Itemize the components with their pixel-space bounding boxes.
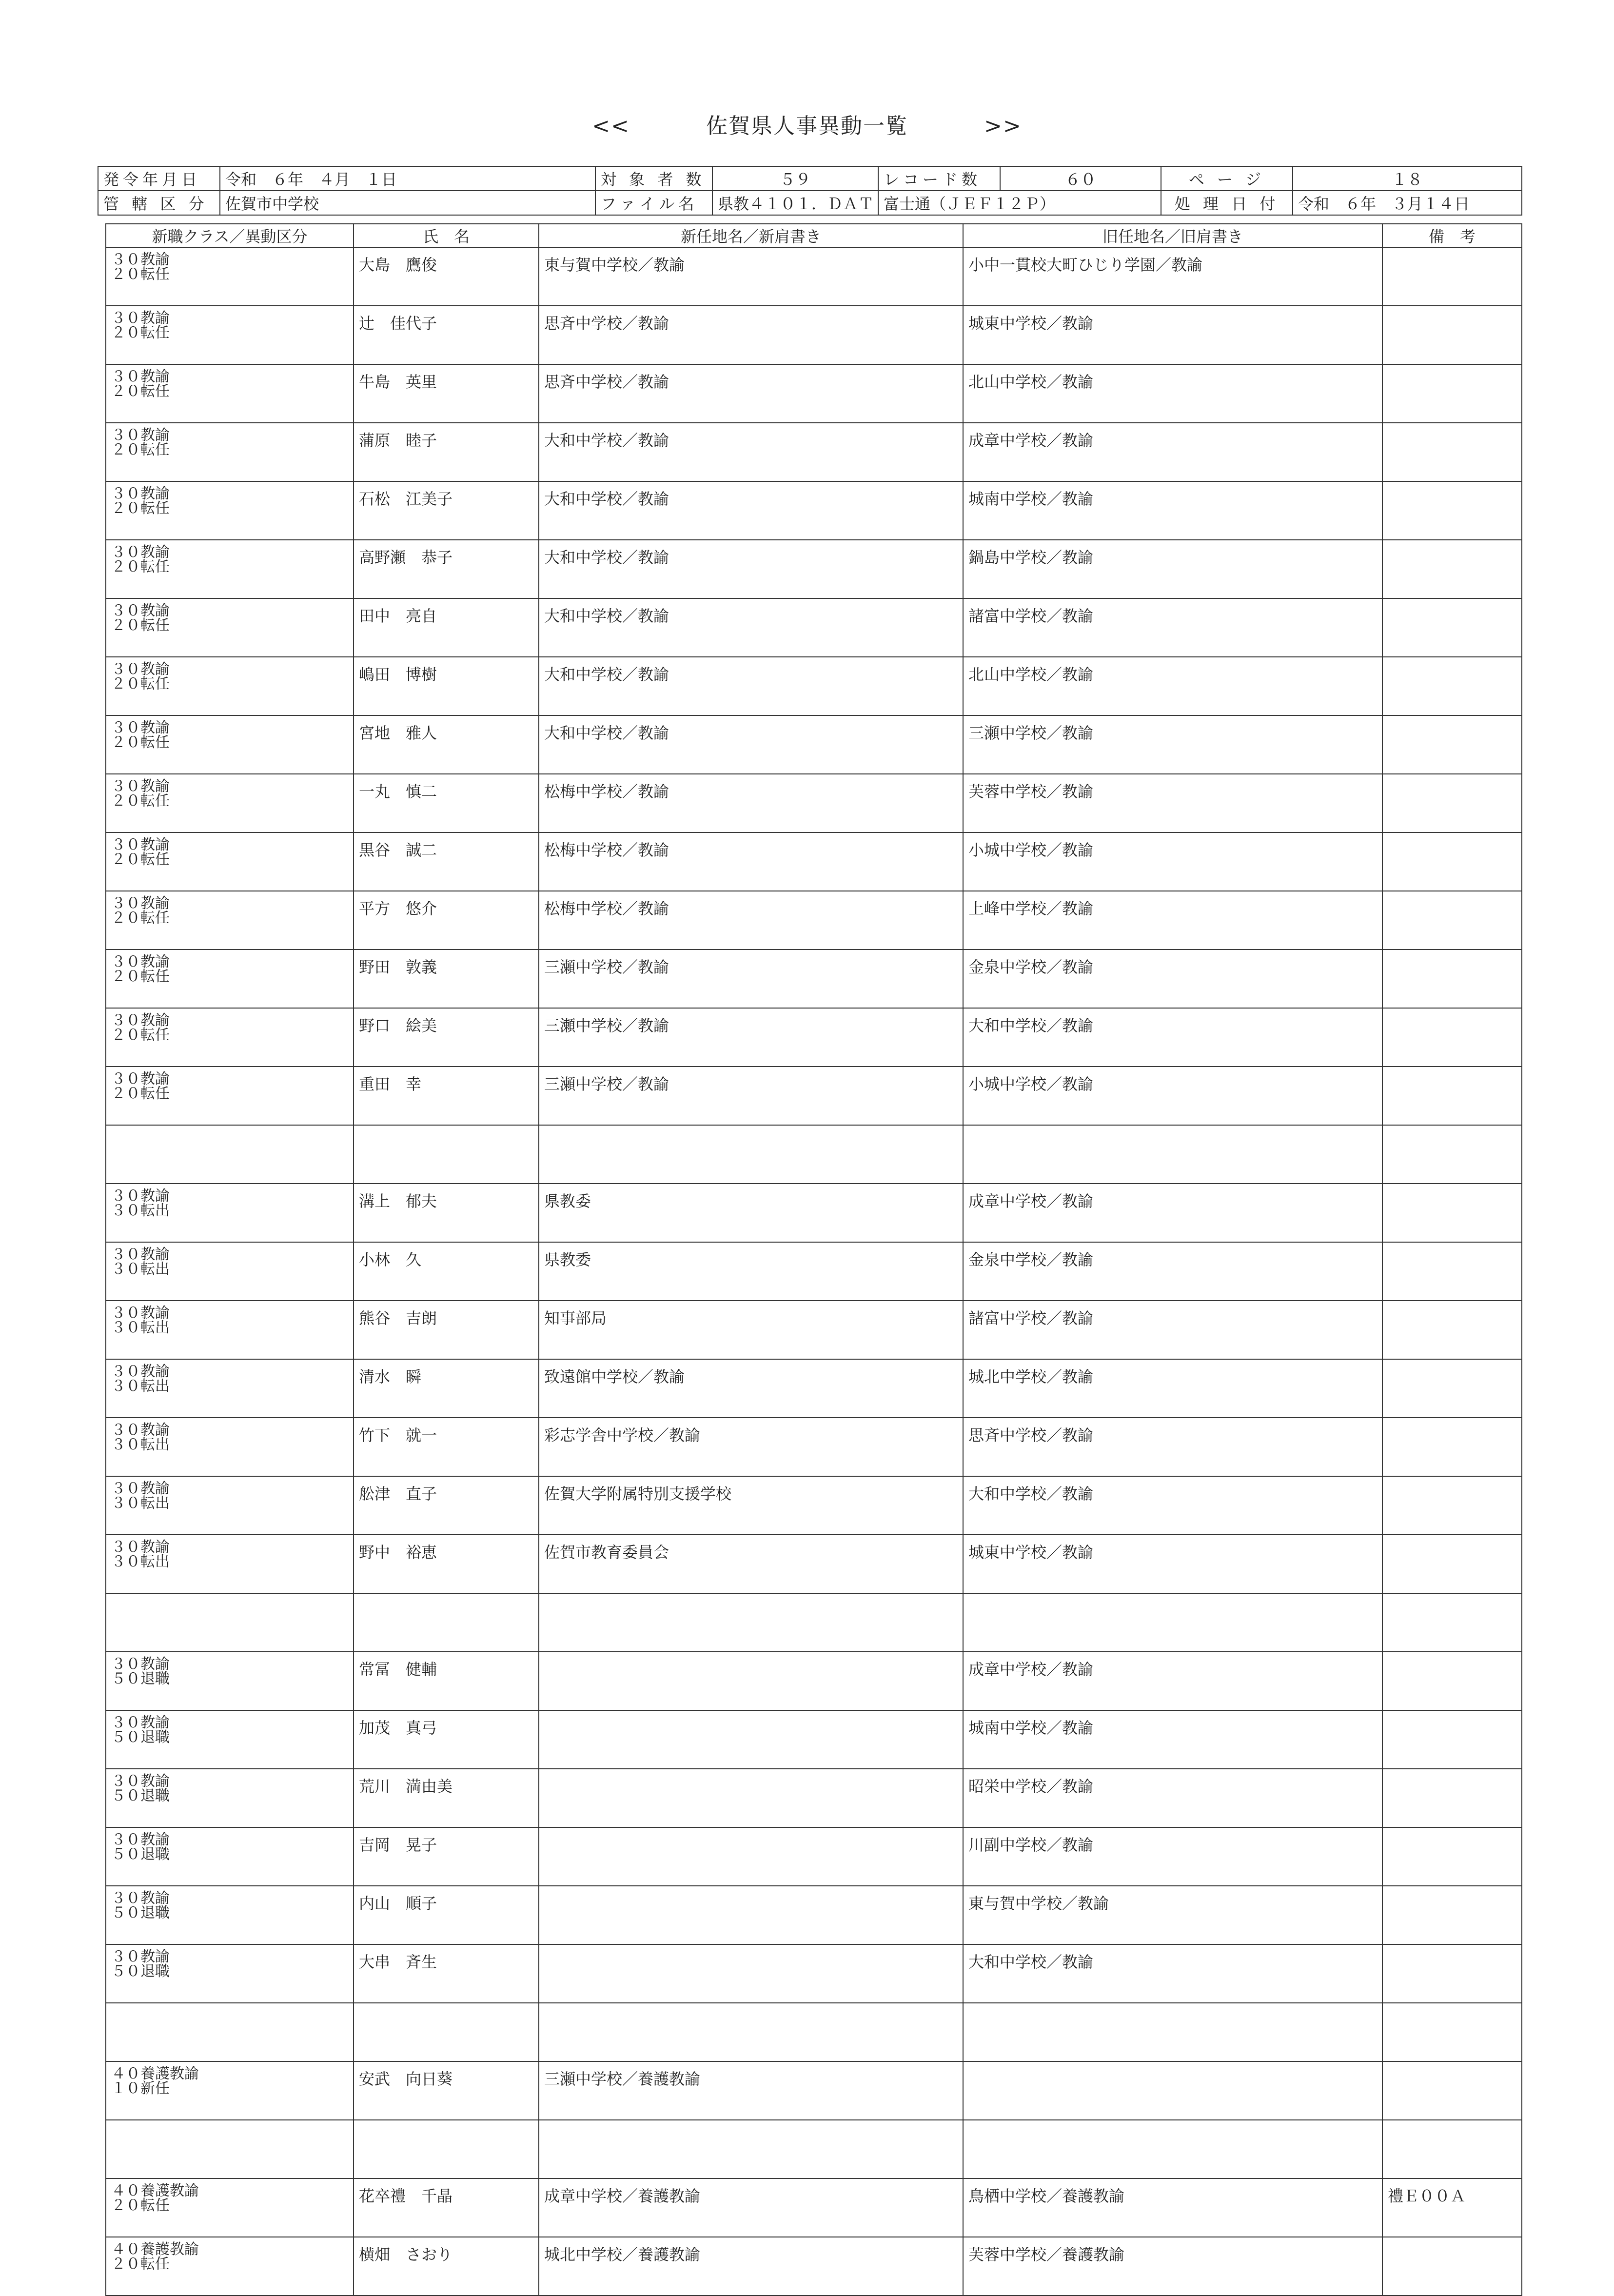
- cell-note: [1382, 540, 1522, 598]
- cell-old-post: 大和中学校／教諭: [963, 1944, 1382, 2003]
- cell-new-post: [539, 1769, 963, 1827]
- cell-note: [1382, 423, 1522, 481]
- cell-new-post: [539, 1710, 963, 1769]
- job-class: ３０教諭: [111, 1539, 170, 1556]
- cell-name: [354, 2003, 539, 2061]
- cell-name: 内山 順子: [354, 1886, 539, 1944]
- cell-name: 花卒禮 千晶: [354, 2178, 539, 2237]
- cell-new-post: [539, 1944, 963, 2003]
- cell-new-post: 佐賀市教育委員会: [539, 1535, 963, 1593]
- job-class: ３０教諭: [111, 485, 170, 502]
- transfer-type: ２０転任: [111, 1085, 170, 1102]
- cell-note: [1382, 1125, 1522, 1184]
- job-class: ３０教諭: [111, 1773, 170, 1790]
- cell-note: [1382, 1184, 1522, 1242]
- cell-class: [106, 1652, 354, 1710]
- record-count: ６０: [1000, 166, 1161, 191]
- job-class: ３０教諭: [111, 719, 170, 736]
- cell-new-post: 佐賀大学附属特別支援学校: [539, 1476, 963, 1535]
- table-row: [106, 2237, 1522, 2296]
- cell-old-post: 金泉中学校／教諭: [963, 950, 1382, 1008]
- cell-name: 加茂 真弓: [354, 1710, 539, 1769]
- cell-class: [106, 950, 354, 1008]
- cell-new-post: 成章中学校／養護教諭: [539, 2178, 963, 2237]
- cell-class: [106, 1476, 354, 1535]
- cell-old-post: 小城中学校／教諭: [963, 1067, 1382, 1125]
- cell-name: 荒川 満由美: [354, 1769, 539, 1827]
- personnel-table: [105, 223, 1522, 2296]
- cell-old-post: 鳥栖中学校／養護教諭: [963, 2178, 1382, 2237]
- cell-name: 野口 絵美: [354, 1008, 539, 1067]
- issue-date: 令和 ６年 ４月 １日: [220, 166, 595, 191]
- cell-note: [1382, 891, 1522, 950]
- transfer-type: ２０転任: [111, 500, 170, 517]
- cell-class: [106, 832, 354, 891]
- job-class: ３０教諭: [111, 1656, 170, 1673]
- cell-old-post: [963, 1593, 1382, 1652]
- job-class: ３０教諭: [111, 1422, 170, 1439]
- transfer-type: ３０転出: [111, 1553, 170, 1570]
- cell-new-post: 大和中学校／教諭: [539, 423, 963, 481]
- cell-old-post: 城南中学校／教諭: [963, 481, 1382, 540]
- cell-old-post: 上峰中学校／教諭: [963, 891, 1382, 950]
- cell-note: [1382, 1652, 1522, 1710]
- cell-old-post: 東与賀中学校／教諭: [963, 1886, 1382, 1944]
- transfer-type: ３０転出: [111, 1261, 170, 1278]
- transfer-type: ３０転出: [111, 1378, 170, 1395]
- transfer-type: ５０退職: [111, 1787, 170, 1804]
- transfer-type: ２０転任: [111, 675, 170, 693]
- cell-new-post: 思斉中学校／教諭: [539, 306, 963, 364]
- cell-old-post: 思斉中学校／教諭: [963, 1418, 1382, 1476]
- table-row: [106, 1476, 1522, 1535]
- cell-note: [1382, 1769, 1522, 1827]
- cell-old-post: 城東中学校／教諭: [963, 306, 1382, 364]
- transfer-type: ２０転任: [111, 617, 170, 634]
- table-row: [106, 481, 1522, 540]
- header-table: [98, 166, 1522, 216]
- transfer-type: ２０転任: [111, 266, 170, 283]
- col-header-class: 新職クラス／異動区分: [106, 224, 354, 247]
- cell-note: [1382, 1886, 1522, 1944]
- table-row: [106, 1710, 1522, 1769]
- cell-old-post: 大和中学校／教諭: [963, 1476, 1382, 1535]
- cell-note: [1382, 1301, 1522, 1359]
- job-class: ３０教諭: [111, 778, 170, 795]
- cell-class: [106, 1125, 354, 1184]
- cell-name: 辻 佳代子: [354, 306, 539, 364]
- cell-new-post: 知事部局: [539, 1301, 963, 1359]
- cell-new-post: [539, 2120, 963, 2178]
- cell-name: 嶋田 博樹: [354, 657, 539, 715]
- cell-note: [1382, 832, 1522, 891]
- cell-old-post: 小中一貫校大町ひじり学園／教諭: [963, 247, 1382, 306]
- job-class: ４０養護教諭: [111, 2065, 199, 2082]
- cell-new-post: 三瀬中学校／教諭: [539, 1067, 963, 1125]
- table-row: [106, 1359, 1522, 1418]
- table-row: [106, 1944, 1522, 2003]
- cell-old-post: 芙蓉中学校／養護教諭: [963, 2237, 1382, 2296]
- cell-note: [1382, 364, 1522, 423]
- cell-note: [1382, 247, 1522, 306]
- transfer-type: ５０退職: [111, 1670, 170, 1687]
- cell-note: [1382, 657, 1522, 715]
- cell-note: [1382, 774, 1522, 832]
- transfer-type: ３０転出: [111, 1436, 170, 1453]
- cell-class: [106, 715, 354, 774]
- cell-name: 野田 敦義: [354, 950, 539, 1008]
- table-row: [106, 2061, 1522, 2120]
- process-date-label: 処 理 日 付: [1161, 191, 1293, 215]
- cell-old-post: [963, 2120, 1382, 2178]
- cell-name: 石松 江美子: [354, 481, 539, 540]
- job-class: ３０教諭: [111, 1305, 170, 1322]
- cell-note: 禮Ｅ００Ａ: [1382, 2178, 1522, 2237]
- cell-name: [354, 1125, 539, 1184]
- page-number: １８: [1293, 166, 1522, 191]
- cell-new-post: 松梅中学校／教諭: [539, 832, 963, 891]
- cell-new-post: 思斉中学校／教諭: [539, 364, 963, 423]
- cell-new-post: 県教委: [539, 1242, 963, 1301]
- cell-name: 竹下 就一: [354, 1418, 539, 1476]
- file-label: ファイル名: [595, 191, 712, 215]
- cell-class: [106, 1242, 354, 1301]
- page-title: [0, 108, 1614, 139]
- cell-class: [106, 1944, 354, 2003]
- cell-class: [106, 1184, 354, 1242]
- table-row: [106, 1593, 1522, 1652]
- cell-note: [1382, 1242, 1522, 1301]
- system-name: 富士通（ＪＥＦ１２Ｐ）: [878, 191, 1161, 215]
- cell-note: [1382, 2120, 1522, 2178]
- cell-new-post: 三瀬中学校／養護教諭: [539, 2061, 963, 2120]
- cell-class: [106, 2237, 354, 2296]
- cell-old-post: [963, 2003, 1382, 2061]
- table-row: [106, 364, 1522, 423]
- cell-new-post: 三瀬中学校／教諭: [539, 950, 963, 1008]
- cell-new-post: 松梅中学校／教諭: [539, 891, 963, 950]
- cell-old-post: 北山中学校／教諭: [963, 364, 1382, 423]
- cell-new-post: 大和中学校／教諭: [539, 481, 963, 540]
- col-header-old: 旧任地名／旧肩書き: [963, 224, 1382, 247]
- job-class: ３０教諭: [111, 895, 170, 912]
- cell-new-post: 大和中学校／教諭: [539, 598, 963, 657]
- target-count: ５９: [712, 166, 878, 191]
- table-row: [106, 1125, 1522, 1184]
- transfer-type: ２０転任: [111, 910, 170, 927]
- cell-class: [106, 540, 354, 598]
- cell-note: [1382, 1827, 1522, 1886]
- job-class: ３０教諭: [111, 661, 170, 678]
- table-row: [106, 1301, 1522, 1359]
- cell-class: [106, 481, 354, 540]
- cell-note: [1382, 1418, 1522, 1476]
- transfer-type: ２０転任: [111, 792, 170, 810]
- cell-new-post: [539, 1886, 963, 1944]
- cell-new-post: 東与賀中学校／教諭: [539, 247, 963, 306]
- cell-class: [106, 1535, 354, 1593]
- cell-name: 牛島 英里: [354, 364, 539, 423]
- job-class: ３０教諭: [111, 1070, 170, 1088]
- cell-note: [1382, 1710, 1522, 1769]
- transfer-type: ５０退職: [111, 1846, 170, 1863]
- table-row: [106, 1184, 1522, 1242]
- transfer-type: ２０転任: [111, 851, 170, 868]
- job-class: ３０教諭: [111, 836, 170, 853]
- table-row: [106, 832, 1522, 891]
- cell-note: [1382, 715, 1522, 774]
- jurisdiction-label: 管 轄 区 分: [98, 191, 220, 215]
- transfer-type: ３０転出: [111, 1202, 170, 1219]
- job-class: ３０教諭: [111, 310, 170, 327]
- cell-class: [106, 1067, 354, 1125]
- transfer-type: ５０退職: [111, 1904, 170, 1921]
- cell-note: [1382, 1593, 1522, 1652]
- cell-class: [106, 1418, 354, 1476]
- table-row: [106, 540, 1522, 598]
- cell-new-post: 大和中学校／教諭: [539, 715, 963, 774]
- transfer-type: ２０転任: [111, 2197, 170, 2214]
- job-class: ３０教諭: [111, 602, 170, 619]
- cell-note: [1382, 1359, 1522, 1418]
- cell-new-post: [539, 1652, 963, 1710]
- cell-note: [1382, 1535, 1522, 1593]
- table-row: [106, 1418, 1522, 1476]
- cell-class: [106, 1359, 354, 1418]
- cell-name: 溝上 郁夫: [354, 1184, 539, 1242]
- cell-new-post: 大和中学校／教諭: [539, 540, 963, 598]
- transfer-type: ３０転出: [111, 1495, 170, 1512]
- cell-name: 黒谷 誠二: [354, 832, 539, 891]
- cell-new-post: [539, 1593, 963, 1652]
- table-row: [106, 2120, 1522, 2178]
- cell-note: [1382, 1008, 1522, 1067]
- title-right-mark: >>: [984, 114, 1022, 139]
- cell-old-post: 成章中学校／教諭: [963, 1184, 1382, 1242]
- cell-old-post: 金泉中学校／教諭: [963, 1242, 1382, 1301]
- cell-old-post: 成章中学校／教諭: [963, 1652, 1382, 1710]
- table-row: [106, 598, 1522, 657]
- issue-date-label: 発令年月日: [98, 166, 220, 191]
- title-text: 佐賀県人事異動一覧: [706, 114, 908, 139]
- cell-name: 大串 斉生: [354, 1944, 539, 2003]
- table-row: [106, 1242, 1522, 1301]
- cell-name: 重田 幸: [354, 1067, 539, 1125]
- cell-name: 蒲原 睦子: [354, 423, 539, 481]
- cell-class: [106, 2061, 354, 2120]
- cell-class: [106, 247, 354, 306]
- cell-name: 安武 向日葵: [354, 2061, 539, 2120]
- transfer-type: ２０転任: [111, 324, 170, 341]
- file-name: 県教４１０１．ＤＡＴ: [712, 191, 878, 215]
- cell-note: [1382, 481, 1522, 540]
- cell-name: 大島 鷹俊: [354, 247, 539, 306]
- job-class: ３０教諭: [111, 251, 170, 268]
- cell-note: [1382, 1944, 1522, 2003]
- job-class: ３０教諭: [111, 1012, 170, 1029]
- cell-class: [106, 1769, 354, 1827]
- transfer-type: ２０転任: [111, 734, 170, 751]
- cell-note: [1382, 306, 1522, 364]
- cell-class: [106, 1008, 354, 1067]
- cell-old-post: 大和中学校／教諭: [963, 1008, 1382, 1067]
- cell-note: [1382, 2061, 1522, 2120]
- table-row: [106, 1008, 1522, 1067]
- job-class: ４０養護教諭: [111, 2182, 199, 2199]
- transfer-type: １０新任: [111, 2080, 170, 2097]
- table-row: [106, 247, 1522, 306]
- table-row: [106, 774, 1522, 832]
- cell-old-post: 城東中学校／教諭: [963, 1535, 1382, 1593]
- cell-class: [106, 1710, 354, 1769]
- cell-old-post: [963, 1125, 1382, 1184]
- job-class: ４０養護教諭: [111, 2241, 199, 2258]
- job-class: ３０教諭: [111, 1890, 170, 1907]
- cell-old-post: 芙蓉中学校／教諭: [963, 774, 1382, 832]
- cell-old-post: 小城中学校／教諭: [963, 832, 1382, 891]
- table-row: [106, 423, 1522, 481]
- job-class: ３０教諭: [111, 1831, 170, 1848]
- cell-class: [106, 1827, 354, 1886]
- cell-class: [106, 1886, 354, 1944]
- table-row: [106, 1535, 1522, 1593]
- table-header-row: [106, 224, 1522, 247]
- job-class: ３０教諭: [111, 953, 170, 970]
- job-class: ３０教諭: [111, 1714, 170, 1731]
- transfer-type: ２０転任: [111, 2256, 170, 2273]
- cell-note: [1382, 2237, 1522, 2296]
- cell-class: [106, 657, 354, 715]
- job-class: ３０教諭: [111, 368, 170, 385]
- cell-name: 平方 悠介: [354, 891, 539, 950]
- cell-name: 宮地 雅人: [354, 715, 539, 774]
- table-row: [106, 2178, 1522, 2237]
- table-row: [106, 2003, 1522, 2061]
- job-class: ３０教諭: [111, 427, 170, 444]
- table-row: [106, 306, 1522, 364]
- transfer-type: ２０転任: [111, 1027, 170, 1044]
- transfer-type: ３０転出: [111, 1319, 170, 1336]
- cell-class: [106, 1593, 354, 1652]
- cell-class: [106, 2178, 354, 2237]
- col-header-name: 氏 名: [354, 224, 539, 247]
- transfer-type: ２０転任: [111, 383, 170, 400]
- cell-note: [1382, 2003, 1522, 2061]
- cell-old-post: 城北中学校／教諭: [963, 1359, 1382, 1418]
- cell-name: 田中 亮自: [354, 598, 539, 657]
- cell-class: [106, 1301, 354, 1359]
- cell-old-post: 川副中学校／教諭: [963, 1827, 1382, 1886]
- cell-class: [106, 364, 354, 423]
- cell-class: [106, 891, 354, 950]
- job-class: ３０教諭: [111, 1948, 170, 1965]
- cell-old-post: 諸富中学校／教諭: [963, 1301, 1382, 1359]
- job-class: ３０教諭: [111, 1246, 170, 1263]
- cell-new-post: 城北中学校／養護教諭: [539, 2237, 963, 2296]
- cell-name: 横畑 さおり: [354, 2237, 539, 2296]
- cell-name: 舩津 直子: [354, 1476, 539, 1535]
- table-row: [106, 715, 1522, 774]
- cell-name: 一丸 慎二: [354, 774, 539, 832]
- cell-note: [1382, 950, 1522, 1008]
- cell-class: [106, 423, 354, 481]
- job-class: ３０教諭: [111, 1363, 170, 1380]
- cell-class: [106, 2120, 354, 2178]
- record-count-label: レコード数: [878, 166, 1000, 191]
- cell-class: [106, 774, 354, 832]
- table-row: [106, 891, 1522, 950]
- table-row: [106, 1769, 1522, 1827]
- cell-name: [354, 2120, 539, 2178]
- cell-new-post: 松梅中学校／教諭: [539, 774, 963, 832]
- job-class: ３０教諭: [111, 1188, 170, 1205]
- cell-name: 高野瀬 恭子: [354, 540, 539, 598]
- table-row: [106, 1652, 1522, 1710]
- table-row: [106, 1067, 1522, 1125]
- cell-class: [106, 598, 354, 657]
- process-date: 令和 ６年 ３月１４日: [1293, 191, 1522, 215]
- transfer-type: ２０転任: [111, 558, 170, 575]
- cell-new-post: 三瀬中学校／教諭: [539, 1008, 963, 1067]
- cell-new-post: 県教委: [539, 1184, 963, 1242]
- cell-class: [106, 306, 354, 364]
- transfer-type: ２０転任: [111, 968, 170, 985]
- cell-old-post: [963, 2061, 1382, 2120]
- transfer-type: ５０退職: [111, 1963, 170, 1980]
- cell-old-post: 三瀬中学校／教諭: [963, 715, 1382, 774]
- cell-note: [1382, 1476, 1522, 1535]
- table-row: [106, 1886, 1522, 1944]
- jurisdiction: 佐賀市中学校: [220, 191, 595, 215]
- job-class: ３０教諭: [111, 1480, 170, 1497]
- col-header-new: 新任地名／新肩書き: [539, 224, 963, 247]
- cell-old-post: 鍋島中学校／教諭: [963, 540, 1382, 598]
- job-class: ３０教諭: [111, 544, 170, 561]
- cell-new-post: [539, 2003, 963, 2061]
- cell-old-post: 北山中学校／教諭: [963, 657, 1382, 715]
- cell-name: [354, 1593, 539, 1652]
- cell-old-post: 成章中学校／教諭: [963, 423, 1382, 481]
- cell-new-post: [539, 1827, 963, 1886]
- cell-new-post: 彩志学舎中学校／教諭: [539, 1418, 963, 1476]
- cell-name: 常冨 健輔: [354, 1652, 539, 1710]
- cell-name: 吉岡 晃子: [354, 1827, 539, 1886]
- table-row: [106, 1827, 1522, 1886]
- cell-new-post: [539, 1125, 963, 1184]
- target-count-label: 対 象 者 数: [595, 166, 712, 191]
- cell-note: [1382, 598, 1522, 657]
- cell-name: 野中 裕恵: [354, 1535, 539, 1593]
- table-row: [106, 657, 1522, 715]
- cell-name: 清水 瞬: [354, 1359, 539, 1418]
- cell-new-post: 致遠館中学校／教諭: [539, 1359, 963, 1418]
- cell-new-post: 大和中学校／教諭: [539, 657, 963, 715]
- cell-name: 小林 久: [354, 1242, 539, 1301]
- cell-old-post: 城南中学校／教諭: [963, 1710, 1382, 1769]
- table-row: [106, 950, 1522, 1008]
- title-left-mark: <<: [592, 114, 630, 139]
- col-header-note: 備 考: [1382, 224, 1522, 247]
- cell-note: [1382, 1067, 1522, 1125]
- cell-name: 熊谷 吉朗: [354, 1301, 539, 1359]
- cell-old-post: 諸富中学校／教諭: [963, 598, 1382, 657]
- cell-class: [106, 2003, 354, 2061]
- cell-old-post: 昭栄中学校／教諭: [963, 1769, 1382, 1827]
- page-label: ペ ー ジ: [1161, 166, 1293, 191]
- transfer-type: ２０転任: [111, 441, 170, 458]
- transfer-type: ５０退職: [111, 1729, 170, 1746]
